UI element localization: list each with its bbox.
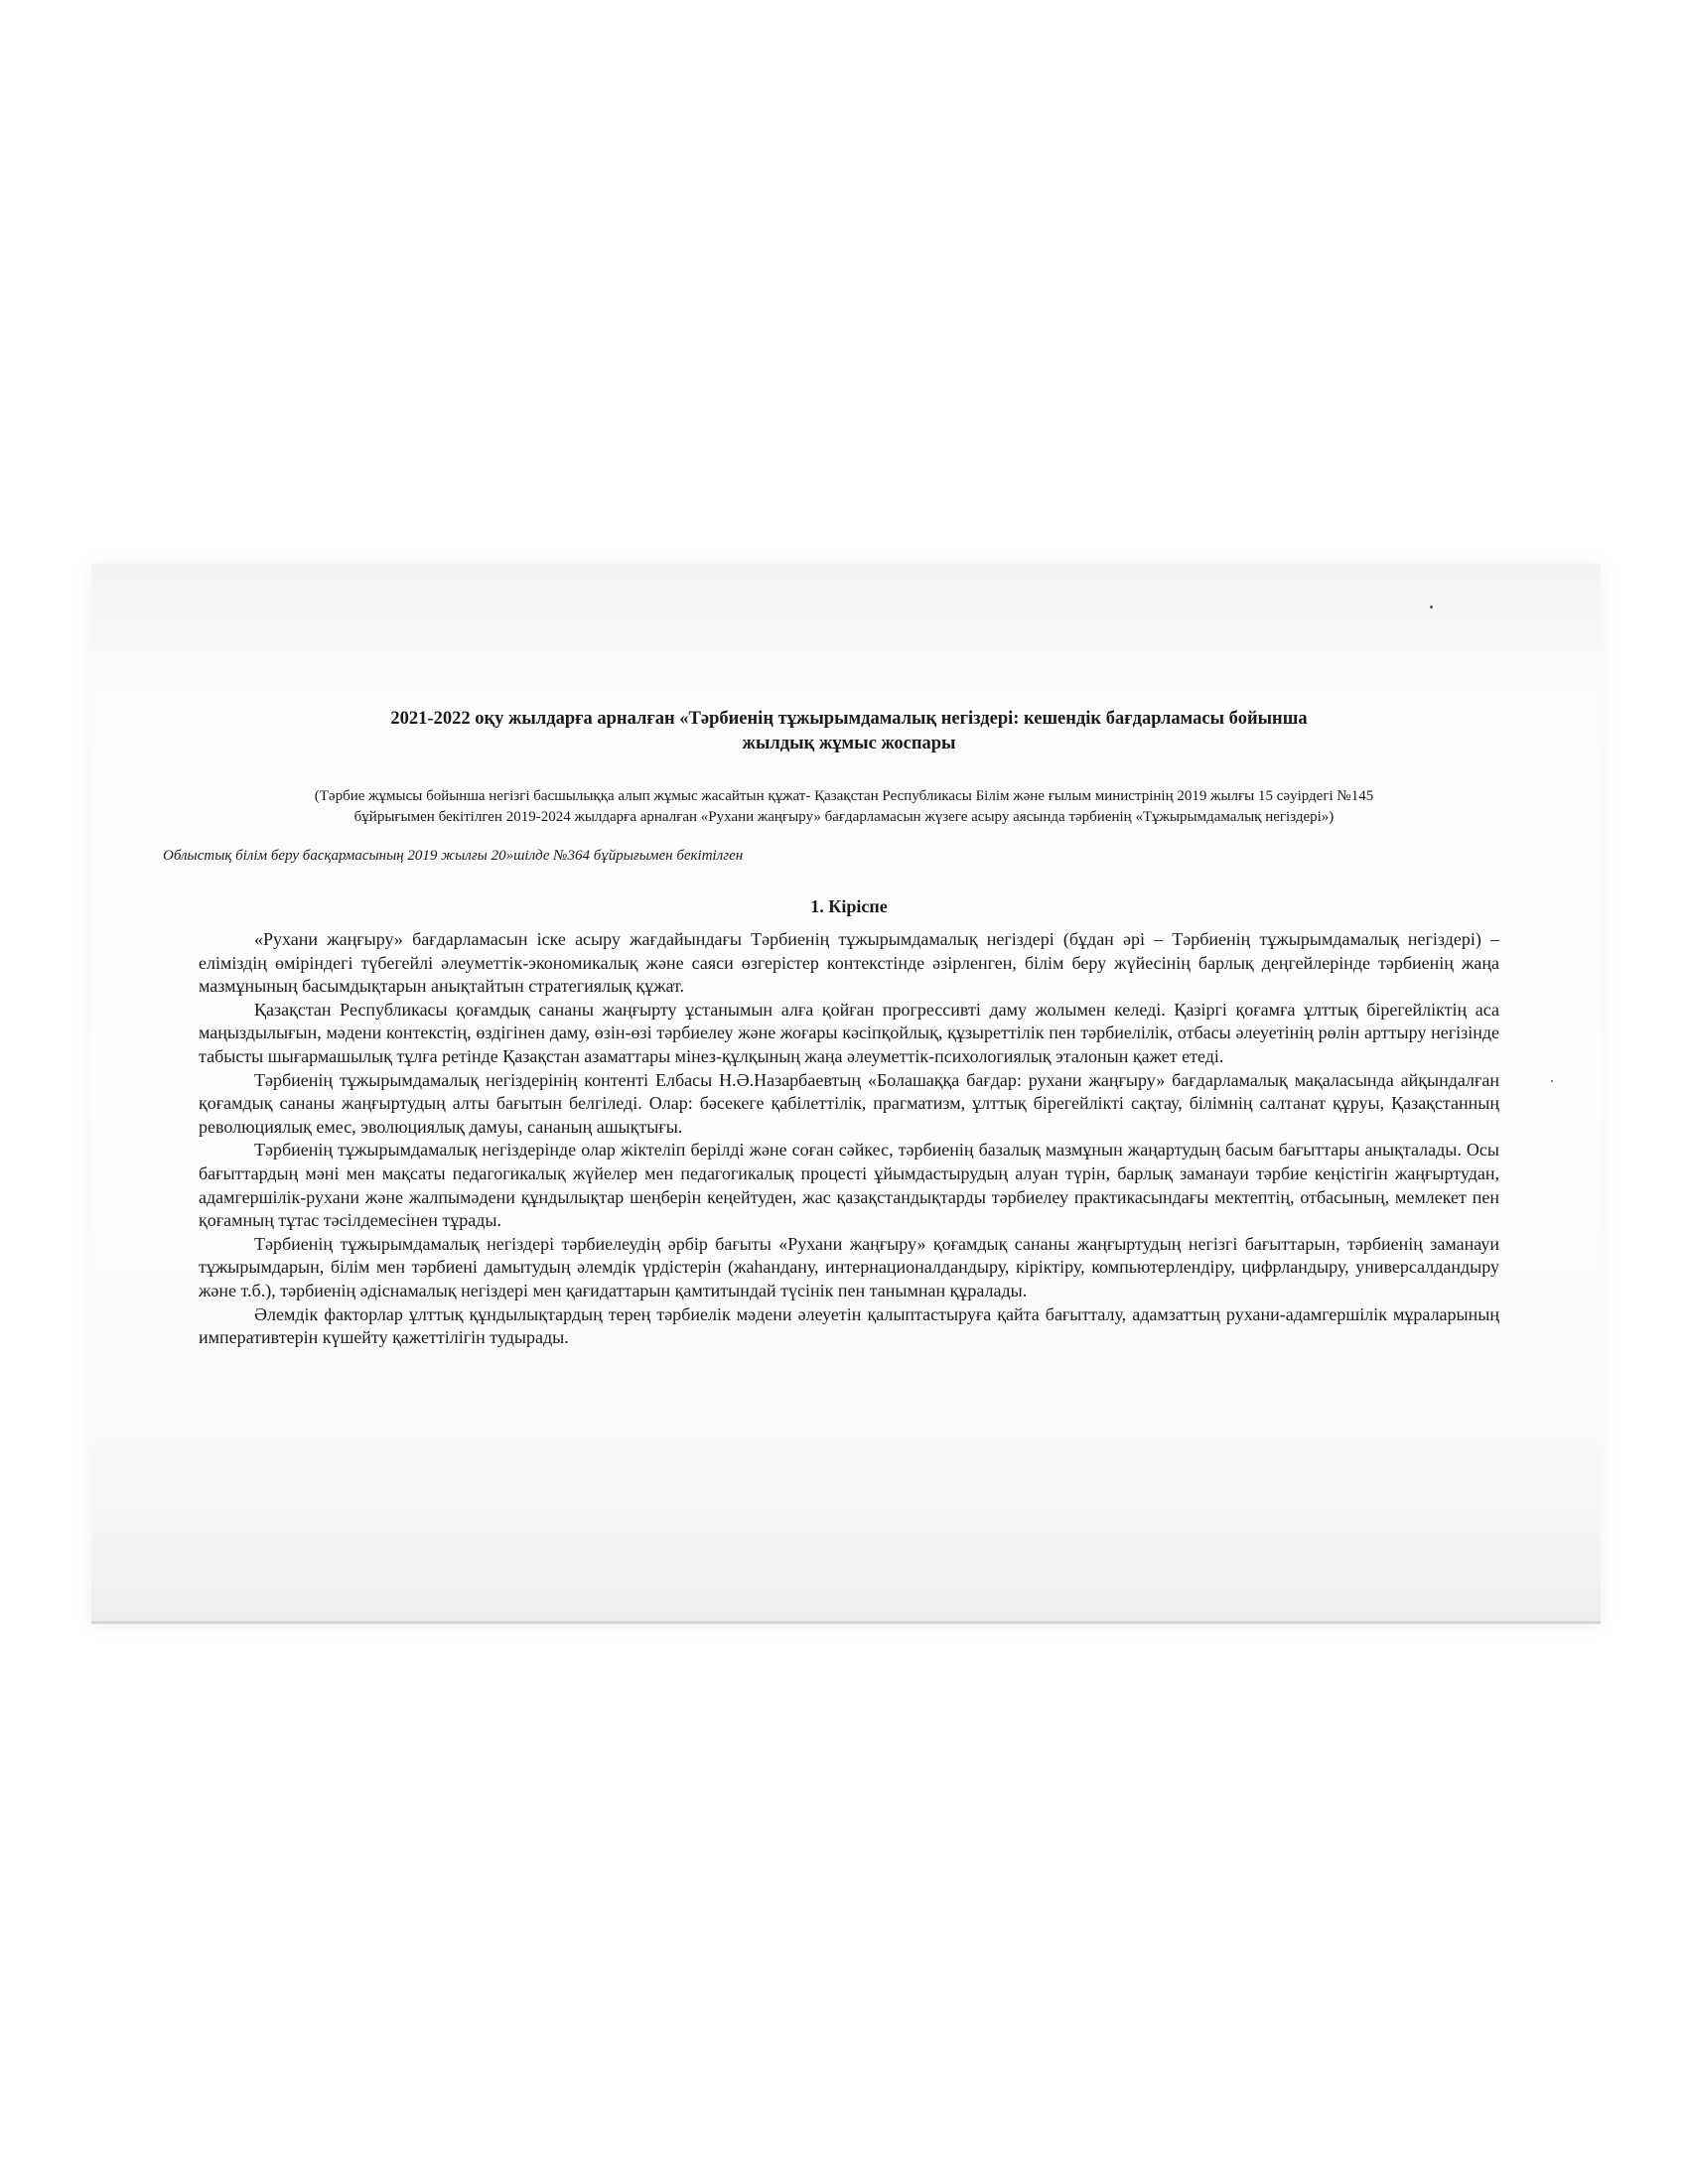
section-heading: 1. Кіріспе xyxy=(810,896,888,916)
document-title-line: 2021-2022 оқу жылдарға арналған «Тәрбиенің тұжырымдамалық негіздері: кешендік бағдарламасы бойынша xyxy=(390,709,1308,729)
approval-note-line: (Тәрбие жұмысы бойынша негізгі басшылыққа алып жұмыс жасайтын құжат- Қазақстан Республикасы Білім және ғылым министрінің 2019 жылғы 15 сәуірдегі №145 xyxy=(314,788,1374,804)
body-paragraph: «Рухани жаңғыру» бағдарламасын іске асыру жағдайындағы Тәрбиенің тұжырымдамалық негіздері (бұдан әрі – Тәрбиенің тұжырымдамалық негіздері) – еліміздің өміріндегі түбегейлі әлеуметтік-экономикалық және саяси өзгерістер контекстінде әзірленген, білім беру жүйесінің барлық деңгейлерінде тәрбиенің жаңа мазмұнының басымдықтарын анықтайтын стратегиялық құжат. xyxy=(199,929,1499,997)
document-title-line: жылдық жұмыс жоспары xyxy=(742,734,956,753)
document-title xyxy=(199,707,1499,756)
body-paragraph: Әлемдік факторлар ұлттық құндылықтардың терең тәрбиелік мәдени әлеуетін қалыптастыруға қайта бағытталу, адамзаттың рухани-адамгершілік мұраларының императивтерін күшейту қажеттілігін тудырады. xyxy=(199,1303,1499,1348)
body-paragraph: Тәрбиенің тұжырымдамалық негіздері тәрбиелеудің әрбір бағыты «Рухани жаңғыру» қоғамдық сананы жаңғыртудың негізгі бағыттарын, тәрбиенің заманауи тұжырымдарын, білім мен тәрбиені дамытудың әлемдік үрдістерін (жаһандану, интернационалдандыру, кіріктіру, компьютерлендіру, цифрландыру, универсалдандыру және т.б.), тәрбиенің әдіснамалық негіздері мен қағидаттарын қамтитындай түсінік пен танымнан құралады. xyxy=(199,1233,1499,1300)
scan-dust-mark xyxy=(1551,1080,1553,1082)
approval-order-line: Облыстық білім беру басқармасының 2019 жылғы 20»шілде №364 бұйрығымен бекітілген xyxy=(163,848,744,864)
approval-note-line: бұйрығымен бекітілген 2019-2024 жылдарға арналған «Рухани жаңғыру» бағдарламасын жүзеге асыру аясында тәрбиенің «Тұжырымдамалық негіздері») xyxy=(353,809,1335,825)
body-paragraph: Қазақстан Республикасы қоғамдық сананы жаңғырту ұстанымын алға қойған прогрессивті даму жолымен келеді. Қазіргі қоғамға ұлттық бірегейліктің аса маңыздылығын, мәдени контекстің, өздігінен даму, өзін-өзі тәрбиелеу және жоғары кәсіпқойлық, құзыреттілік пен тәрбиелілік, отбасы әлеуетінің рөлін арттыру негізінде табысты шығармашылық тұлға ретінде Қазақстан азаматтары мінез-құлқының жаңа әлеуметтік-психологиялық эталонын қажет етеді. xyxy=(199,999,1499,1066)
approval-note xyxy=(179,786,1509,828)
document-body xyxy=(163,707,1499,1350)
body-paragraph: Тәрбиенің тұжырымдамалық негіздерінде олар жіктеліп берілді және соған сәйкес, тәрбиенің базалық мазмұнын жаңартудың басым бағыттары анықталады. Осы бағыттардың мәні мен мақсаты педагогикалық жүйелер мен педагогикалық процесті ұйымдастырудың алуан түрін, барлық заманауи тәрбие кеңістігін жаңғыртудан, адамгершілік-рухани және жалпымәдени құндылықтар шеңберін кеңейтуден, жас қазақстандықтарды тәрбиелеу практикасындағы мектептің, отбасының, мемлекет пен қоғамның тұтас тәсілдемесінен тұрады. xyxy=(199,1140,1499,1231)
body-paragraph: Тәрбиенің тұжырымдамалық негіздерінің контенті Елбасы Н.Ә.Назарбаевтың «Болашаққа бағдар: рухани жаңғыру» бағдарламалық мақаласында айқындалған қоғамдық сананы жаңғыртудың алты бағытын белгіледі. Олар: бәсекеге қабілеттілік, прагматизм, ұлттық бірегейлікті сақтау, білімнің салтанат құруы, Қазақстанның революциялық емес, эволюциялық дамуы, сананың ашықтығы. xyxy=(199,1069,1499,1137)
scan-dust-mark xyxy=(1430,606,1433,609)
